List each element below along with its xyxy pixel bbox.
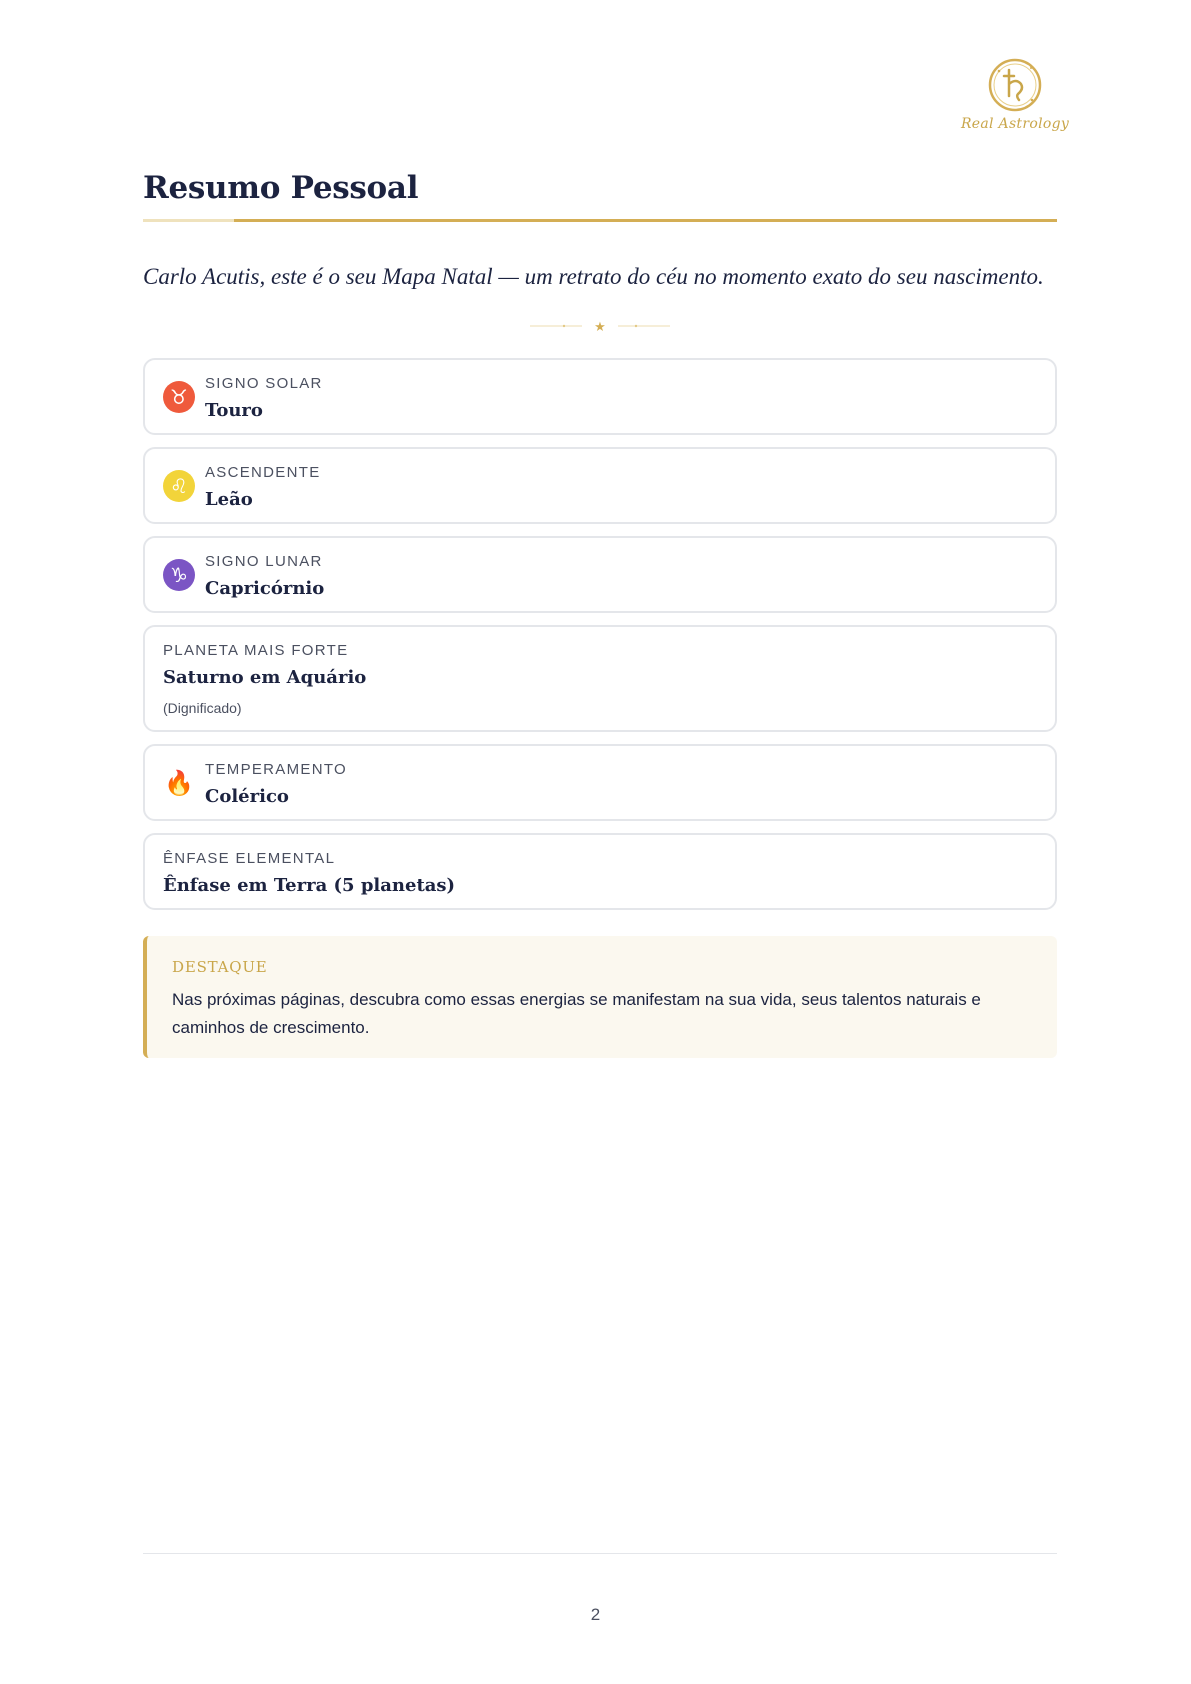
saturn-logo-icon bbox=[986, 56, 1044, 114]
sun-sign-label: SIGNO SOLAR bbox=[205, 375, 323, 392]
elemental-emphasis-label: ÊNFASE ELEMENTAL bbox=[163, 850, 336, 867]
brand-name: Real Astrology bbox=[960, 116, 1070, 132]
intro-text: Carlo Acutis, este é o seu Mapa Natal — um retrato do céu no momento exato do seu nascimento. bbox=[143, 264, 1044, 289]
strongest-planet-label: PLANETA MAIS FORTE bbox=[163, 642, 349, 659]
leo-icon: ♌ bbox=[163, 470, 195, 502]
sun-sign-card bbox=[143, 358, 1057, 435]
moon-sign-card bbox=[143, 536, 1057, 613]
title-underline bbox=[143, 219, 1057, 222]
strongest-planet-card bbox=[143, 625, 1057, 732]
strongest-planet-note: (Dignificado) bbox=[163, 700, 242, 716]
highlight-title: DESTAQUE bbox=[172, 958, 268, 976]
strongest-planet-value: Saturno em Aquário bbox=[163, 667, 367, 688]
sun-sign-value: Touro bbox=[205, 400, 263, 421]
title-underline-accent bbox=[143, 219, 234, 222]
taurus-icon: ♉ bbox=[163, 381, 195, 413]
star-divider-icon bbox=[530, 318, 670, 334]
highlight-text: Nas próximas páginas, descubra como essas energias se manifestam na sua vida, seus talentos naturais e caminhos de crescimento. bbox=[172, 990, 981, 1037]
temperament-card bbox=[143, 744, 1057, 821]
temperament-value: Colérico bbox=[205, 786, 289, 807]
fire-icon: 🔥 bbox=[164, 768, 194, 797]
ascendant-value: Leão bbox=[205, 489, 253, 510]
brand-logo bbox=[955, 56, 1075, 140]
footer-divider bbox=[143, 1553, 1057, 1554]
svg-text:★: ★ bbox=[594, 320, 606, 334]
capricorn-icon: ♑ bbox=[163, 559, 195, 591]
moon-sign-value: Capricórnio bbox=[205, 578, 325, 599]
elemental-emphasis-value: Ênfase em Terra (5 planetas) bbox=[163, 875, 456, 896]
ascendant-card bbox=[143, 447, 1057, 524]
ascendant-label: ASCENDENTE bbox=[205, 464, 321, 481]
highlight-box bbox=[143, 936, 1057, 1058]
page-title: Resumo Pessoal bbox=[143, 170, 419, 206]
temperament-label: TEMPERAMENTO bbox=[205, 761, 348, 778]
elemental-emphasis-card bbox=[143, 833, 1057, 910]
moon-sign-label: SIGNO LUNAR bbox=[205, 553, 323, 570]
page-number: 2 bbox=[590, 1605, 601, 1624]
